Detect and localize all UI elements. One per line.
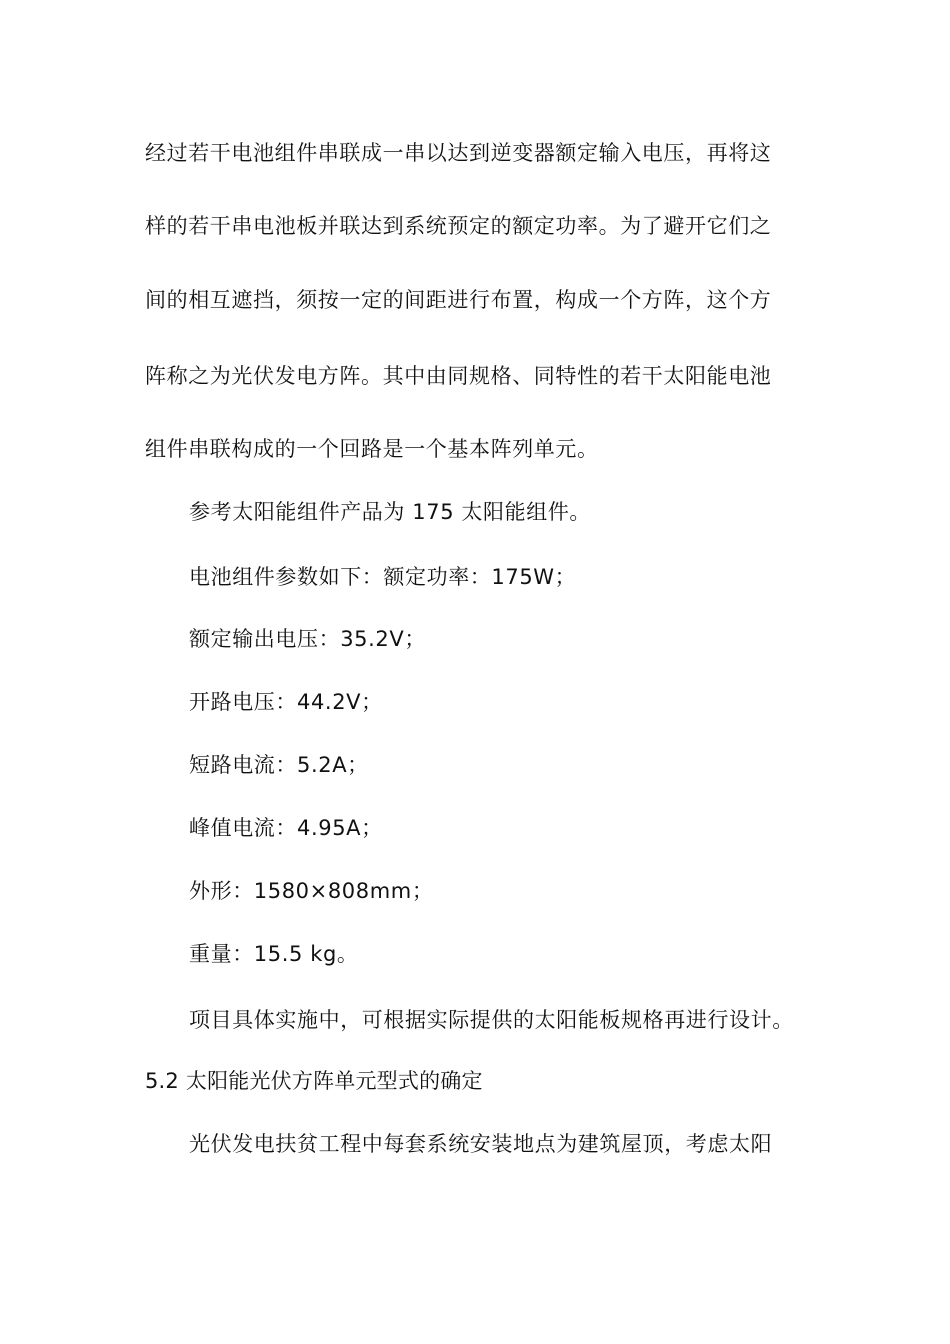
param-open-circuit-voltage: 开路电压：44.2V； bbox=[189, 690, 383, 714]
paragraph-line: 阵称之为光伏发电方阵。其中由同规格、同特性的若干太阳能电池 bbox=[145, 364, 772, 388]
implementation-note: 项目具体实施中，可根据实际提供的太阳能板规格再进行设计。 bbox=[189, 1008, 794, 1032]
paragraph-line: 经过若干电池组件串联成一串以达到逆变器额定输入电压，再将这 bbox=[145, 141, 772, 165]
param-dimensions: 外形：1580×808mm； bbox=[189, 879, 434, 903]
param-rated-power: 电池组件参数如下：额定功率：175W； bbox=[189, 565, 577, 589]
param-rated-output-voltage: 额定输出电压：35.2V； bbox=[189, 627, 426, 651]
param-short-circuit-current: 短路电流：5.2A； bbox=[189, 753, 369, 777]
paragraph-line: 间的相互遮挡，须按一定的间距进行布置，构成一个方阵，这个方 bbox=[145, 288, 772, 312]
section-heading: 5.2 太阳能光伏方阵单元型式的确定 bbox=[145, 1069, 483, 1093]
param-peak-current: 峰值电流：4.95A； bbox=[189, 816, 383, 840]
paragraph-line: 光伏发电扶贫工程中每套系统安装地点为建筑屋顶，考虑太阳 bbox=[189, 1132, 773, 1156]
param-weight: 重量：15.5 kg。 bbox=[189, 942, 359, 966]
paragraph-line: 组件串联构成的一个回路是一个基本阵列单元。 bbox=[145, 437, 599, 461]
paragraph-line: 样的若干串电池板并联达到系统预定的额定功率。为了避开它们之 bbox=[145, 214, 772, 238]
reference-product-text: 参考太阳能组件产品为 175 太阳能组件。 bbox=[189, 500, 592, 524]
